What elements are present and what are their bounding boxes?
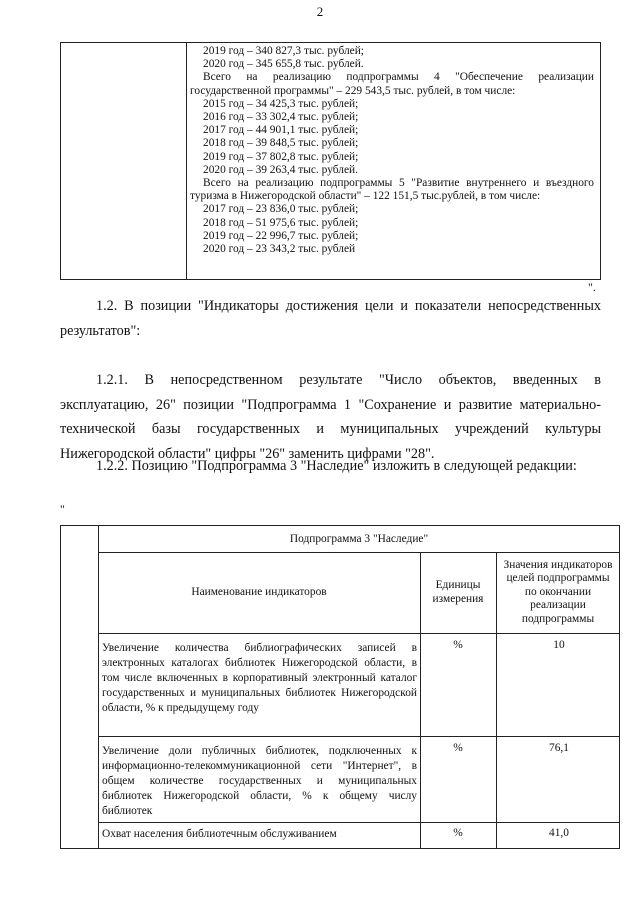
funding-text-cell	[190, 45, 594, 256]
funding-line: 2020 год – 345 655,8 тыс. рублей.	[203, 58, 364, 71]
table-column-divider	[186, 43, 187, 279]
indicator-name: Увеличение количества библиографических записей в электронных каталогах библиотек Нижегородской области, в том числе включенных в корпоративный электронный каталог государственных и муниципальных библиотек Нижегородской области, % к предыдущему году	[102, 642, 417, 714]
subprogram-4-summary: Всего на реализацию подпрограммы 4 "Обеспечение реализации государственной программы" – 229 543,5 тыс. рублей, в том числе:	[190, 71, 594, 97]
header-indicator-name: Наименование индикаторов	[98, 552, 420, 634]
indicators-table	[60, 525, 620, 849]
table-row	[98, 737, 620, 823]
funding-line: 2020 год – 23 343,2 тыс. рублей	[203, 243, 356, 256]
indicator-name: Охват населения библиотечным обслуживанием	[102, 828, 337, 840]
subprogram-5-summary: Всего на реализацию подпрограммы 5 "Развитие внутреннего и въездного туризма в Нижегородской области" – 122 151,5 тыс.рублей, в том числе:	[190, 177, 594, 203]
indicator-unit: %	[453, 639, 463, 651]
table-body	[98, 525, 620, 849]
funding-line: 2016 год – 33 302,4 тыс. рублей;	[203, 111, 359, 124]
funding-line: 2015 год – 34 425,3 тыс. рублей;	[203, 97, 359, 110]
page-number: 2	[316, 4, 324, 19]
funding-line: 2020 год – 39 263,4 тыс. рублей.	[203, 163, 358, 176]
opening-quote-mark: "	[60, 502, 65, 516]
funding-line: 2017 год – 44 901,1 тыс. рублей;	[203, 124, 359, 137]
paragraph-1-2-2: 1.2.2. Позицию "Подпрограмма 3 "Наследие" изложить в следующей редакции:	[96, 458, 577, 474]
funding-line: 2018 год – 39 848,5 тыс. рублей;	[203, 137, 359, 150]
header-target-value: Значения индикаторов целей подпрограммы по окончании реализации подпрограммы	[496, 552, 620, 634]
funding-line: 2019 год – 37 802,8 тыс. рублей;	[203, 150, 359, 163]
indicator-unit: %	[453, 742, 463, 754]
subprogram-title: Подпрограмма 3 "Наследие"	[98, 525, 620, 553]
table-row	[98, 823, 620, 849]
paragraph-1-2: 1.2. В позиции "Индикаторы достижения цели и показатели непосредственных результатов":	[60, 298, 601, 339]
indicator-unit: %	[453, 827, 463, 839]
header-unit: Единицы измерения	[420, 552, 496, 634]
funding-continuation-table	[60, 42, 601, 280]
table-row	[98, 634, 620, 737]
funding-line: 2017 год – 23 836,0 тыс. рублей;	[203, 203, 359, 216]
paragraph-1-2-1: 1.2.1. В непосредственном результате "Число объектов, введенных в эксплуатацию, 26" позиции "Подпрограмма 1 "Сохранение и развитие материально-технической базы государственных и муниципальных учреждений культуры Нижегородской области" цифры "26" заменить цифрами "28".	[60, 372, 601, 462]
closing-quote-mark: ".	[588, 280, 596, 294]
indicator-name: Увеличение доли публичных библиотек, подключенных к информационно-телекоммуникационной сети "Интернет", в общем количестве государственных и муниципальных библиотек Нижегородской области, % к общему числу библиотек	[102, 745, 417, 817]
funding-line: 2018 год – 51 975,6 тыс. рублей;	[203, 216, 359, 229]
funding-line: 2019 год – 340 827,3 тыс. рублей;	[203, 45, 364, 57]
indicator-value: 41,0	[549, 827, 569, 839]
indicator-value: 10	[553, 639, 565, 651]
indicator-value: 76,1	[549, 742, 569, 754]
funding-line: 2019 год – 22 996,7 тыс. рублей;	[203, 229, 359, 242]
